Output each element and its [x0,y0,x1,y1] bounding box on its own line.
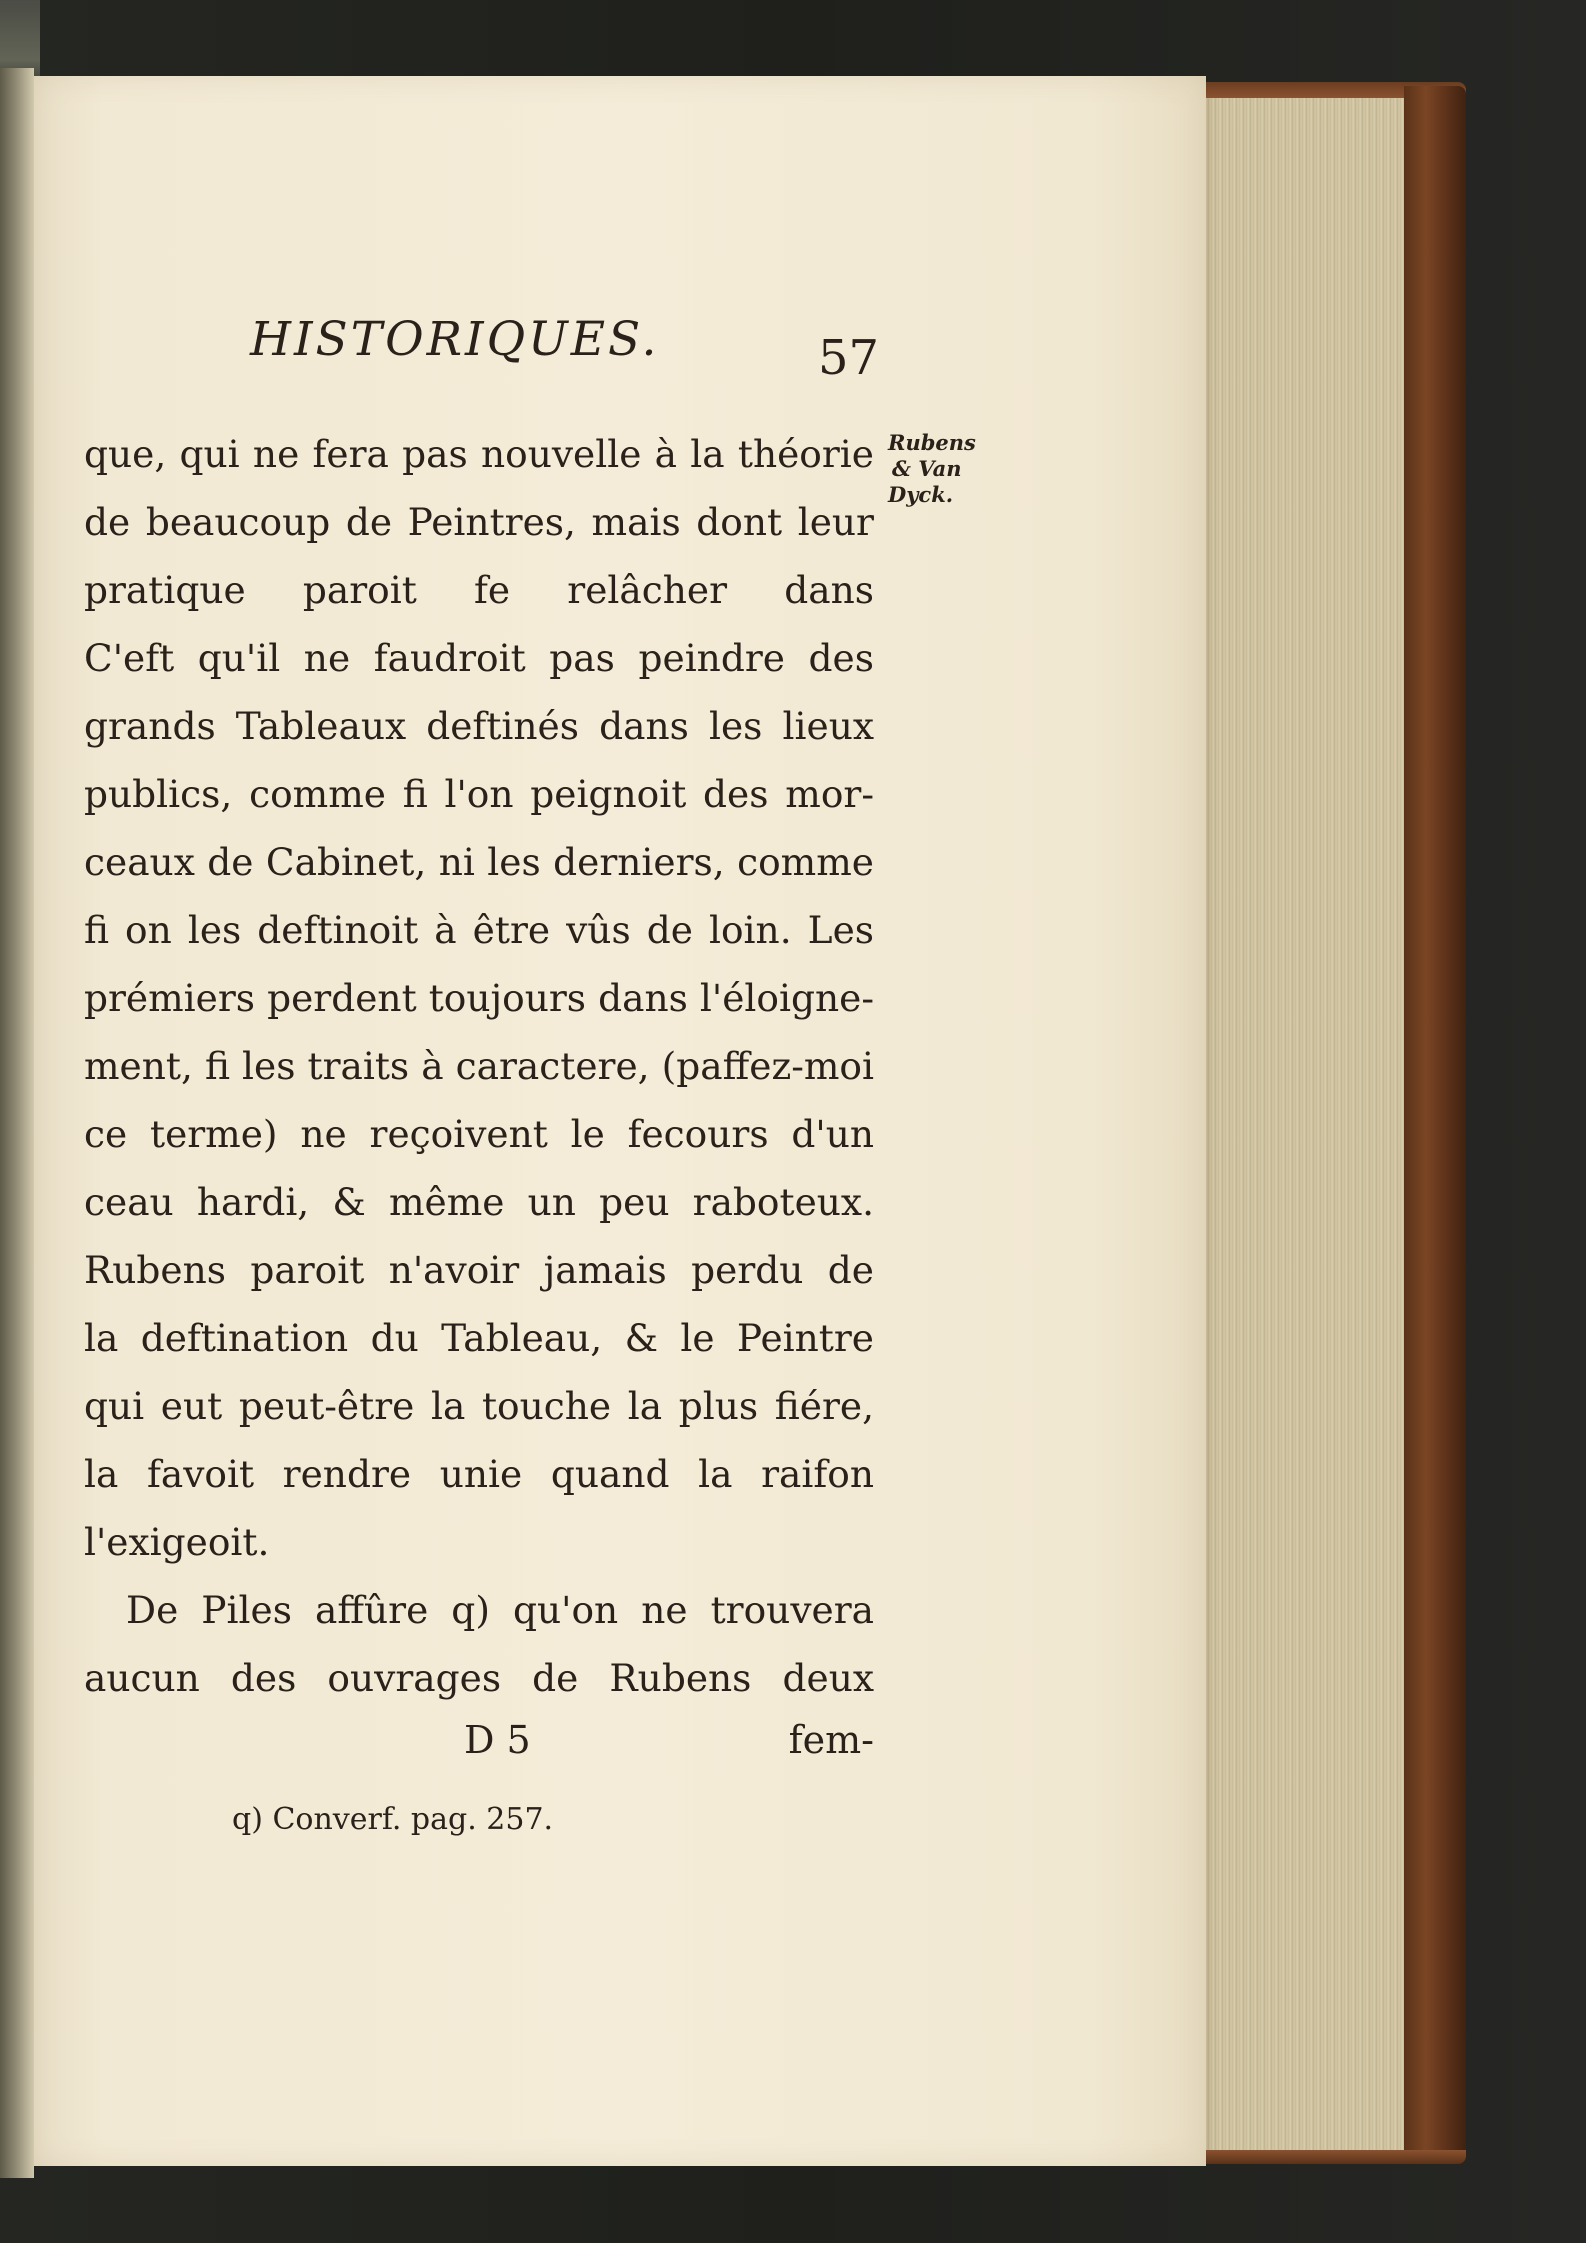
leather-cover [1404,86,1466,2158]
text-line: aucun des ouvrages de Rubens deux [84,1656,874,1700]
text-line: qui eut peut-être la touche la plus fiére, [84,1384,874,1428]
text-line: De Piles affûre q) qu'on ne trouvera [126,1588,874,1632]
text-line: publics, comme fi l'on peignoit des mor- [84,772,874,816]
text-line: que, qui ne fera pas nouvelle à la théorie [84,432,874,476]
text-line: pratique paroit fe relâcher dans [84,568,874,612]
facing-page-edge [0,68,34,2178]
catchword: fem- [788,1718,874,1762]
signature-mark: D 5 [464,1718,531,1762]
text-line: ce terme) ne reçoivent le fecours d'un [84,1112,874,1156]
marginal-note-line: Dyck. [888,482,954,507]
text-line: ment, fi les traits à caractere, (paffez-moi [84,1044,874,1088]
cover-bottom-edge [1196,2150,1466,2164]
body-text [84,420,874,1712]
text-line: ceaux de Cabinet, ni les derniers, comme [84,840,874,884]
signature-line [84,1718,874,1782]
marginal-note [888,430,998,508]
text-line: grands Tableaux deftinés dans les lieux [84,704,874,748]
page-number: 57 [818,330,880,386]
marginal-note-line: Rubens [888,430,976,455]
footnote: q) Converf. pag. 257. [232,1802,554,1837]
page-fore-edge [1198,84,1410,2164]
text-line: la favoit rendre unie quand la raifon [84,1452,874,1496]
text-line: prémiers perdent toujours dans l'éloigne- [84,976,874,1020]
text-line: la deftination du Tableau, & le Peintre [84,1316,874,1360]
text-line: fi on les deftinoit à être vûs de loin. Les [84,908,874,952]
text-line: C'eft qu'il ne faudroit pas peindre des [84,636,874,680]
text-line: Rubens paroit n'avoir jamais perdu de [84,1248,874,1292]
running-head: HISTORIQUES. [250,312,660,367]
marginal-note-line: & Van [892,456,962,481]
text-line: l'exigeoit. [84,1520,270,1564]
text-line: ceau hardi, & même un peu raboteux. [84,1180,874,1224]
text-line: de beaucoup de Peintres, mais dont leur [84,500,874,544]
